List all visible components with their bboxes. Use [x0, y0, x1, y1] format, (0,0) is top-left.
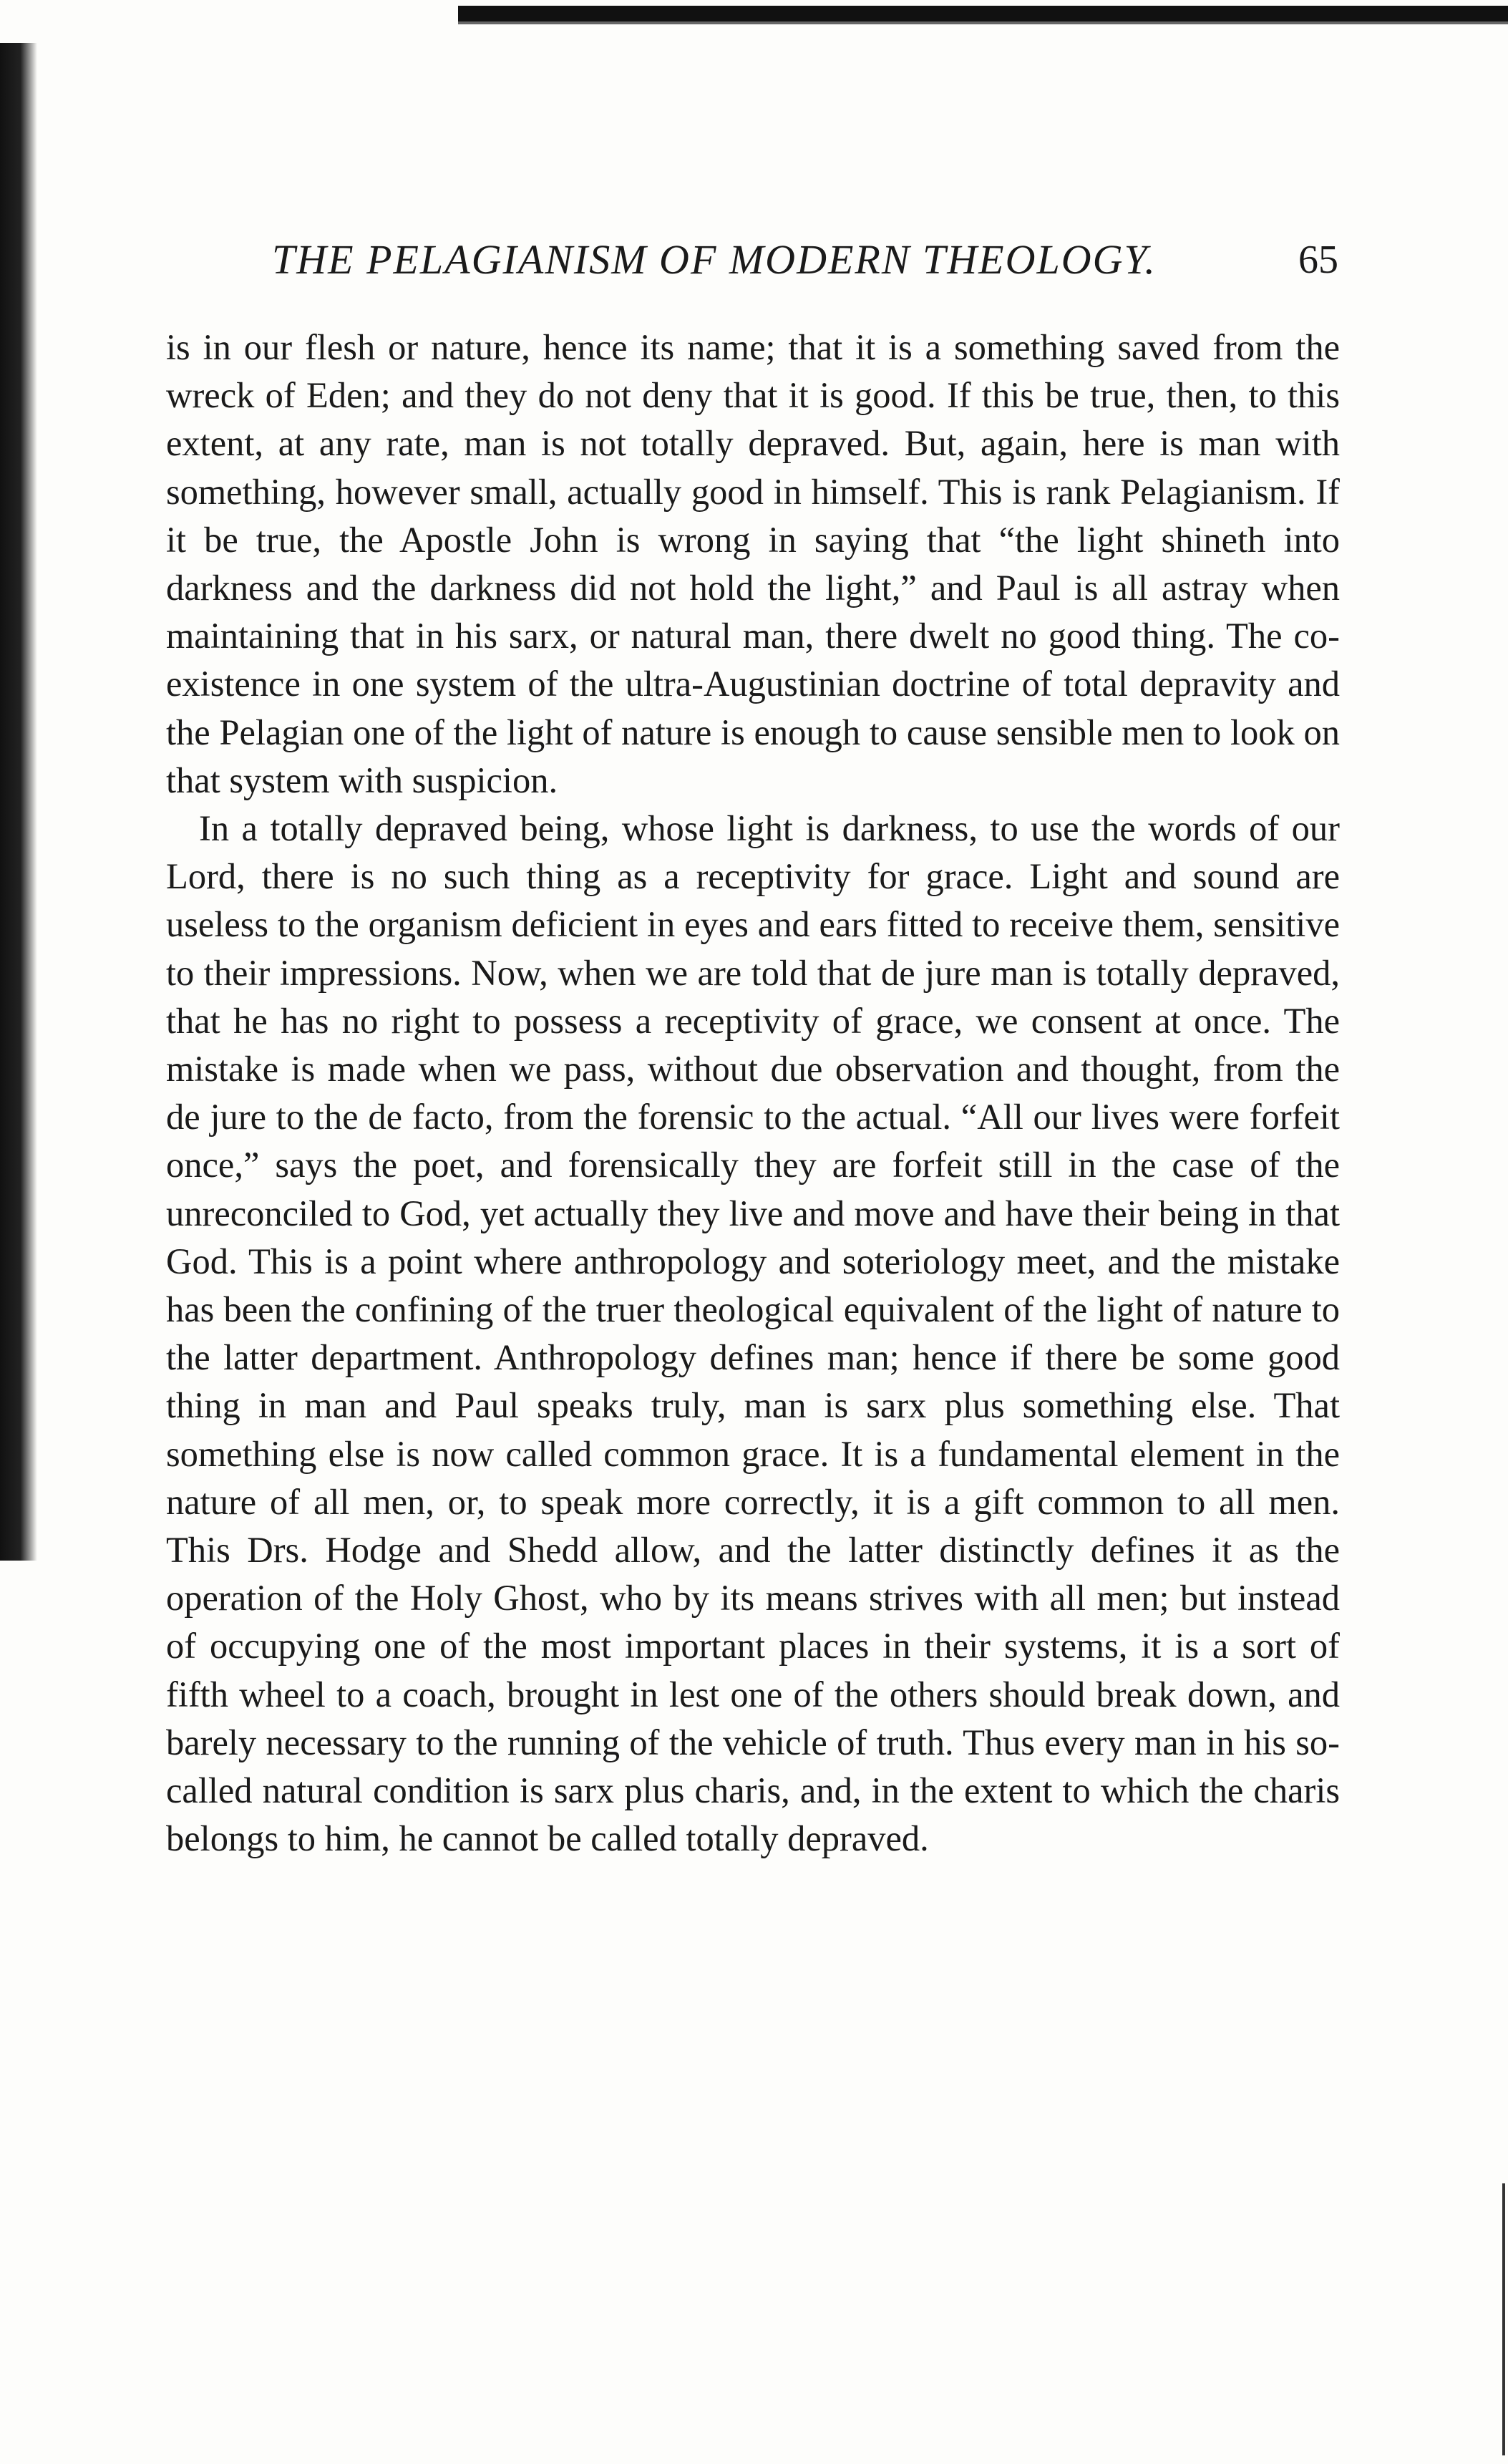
running-title: THE PELAGIANISM OF MODERN THEOLOGY.: [272, 236, 1157, 283]
scan-top-edge: [458, 6, 1508, 21]
body-text: [166, 324, 1340, 1863]
page-header: [272, 228, 1338, 292]
paragraph: In a totally depraved being, whose light is darkness, to use the words of our Lord, there is no such thing as a receptivity for grace. Light and sound are useless to the organism deficient in eyes and ears fitted to receive them, sensitive to their impressions. Now, when we are told that de jure man is totally depraved, that he has no right to possess a receptivity of grace, we consent at once. The mistake is made when we pass, without due observation and thought, from the de jure to the de facto, from the forensic to the actual. “All our lives were forfeit once,” says the poet, and forensically they are forfeit still in the case of the unreconciled to God, yet actually they live and move and have their being in that God. This is a point where anthropology and soteriology meet, and the mistake has been the confining of the truer theological equivalent of the light of nature to the latter department. Anthropology defines man; hence if there be some good thing in man and Paul speaks truly, man is sarx plus something else. That something else is now called common grace. It is a fundamental element in the nature of all men, or, to speak more correctly, it is a gift common to all men. This Drs. Hodge and Shedd allow, and the latter distinctly defines it as the operation of the Holy Ghost, who by its means strives with all men; but instead of occupying one of the most important places in their systems, it is a sort of fifth wheel to a coach, brought in lest one of the others should break down, and barely necessary to the running of the vehicle of truth. Thus every man in his so-called natural condition is sarx plus charis, and, in the extent to which the charis belongs to him, he cannot be called totally depraved.: [166, 808, 1340, 1859]
scan-top-edge-line: [458, 21, 1508, 24]
paragraph: is in our flesh or nature, hence its name; that it is a something saved from the wreck of Eden; and they do not deny that it is good. If this be true, then, to this extent, at any rate, man is not totally depraved. But, again, here is man with something, however small, actually good in himself. This is rank Pelagianism. If it be true, the Apostle John is wrong in saying that “the light shineth into darkness and the darkness did not hold the light,” and Paul is all astray when maintaining that in his sarx, or natural man, there dwelt no good thing. The co-existence in one system of the ultra-Augustinian doctrine of total depravity and the Pelagian one of the light of nature is enough to cause sensible men to look on that system with suspicion.: [166, 327, 1340, 800]
scan-binding-shadow: [0, 43, 37, 1561]
page-number: 65: [1298, 238, 1338, 282]
scan-right-edge: [1502, 2183, 1505, 2455]
